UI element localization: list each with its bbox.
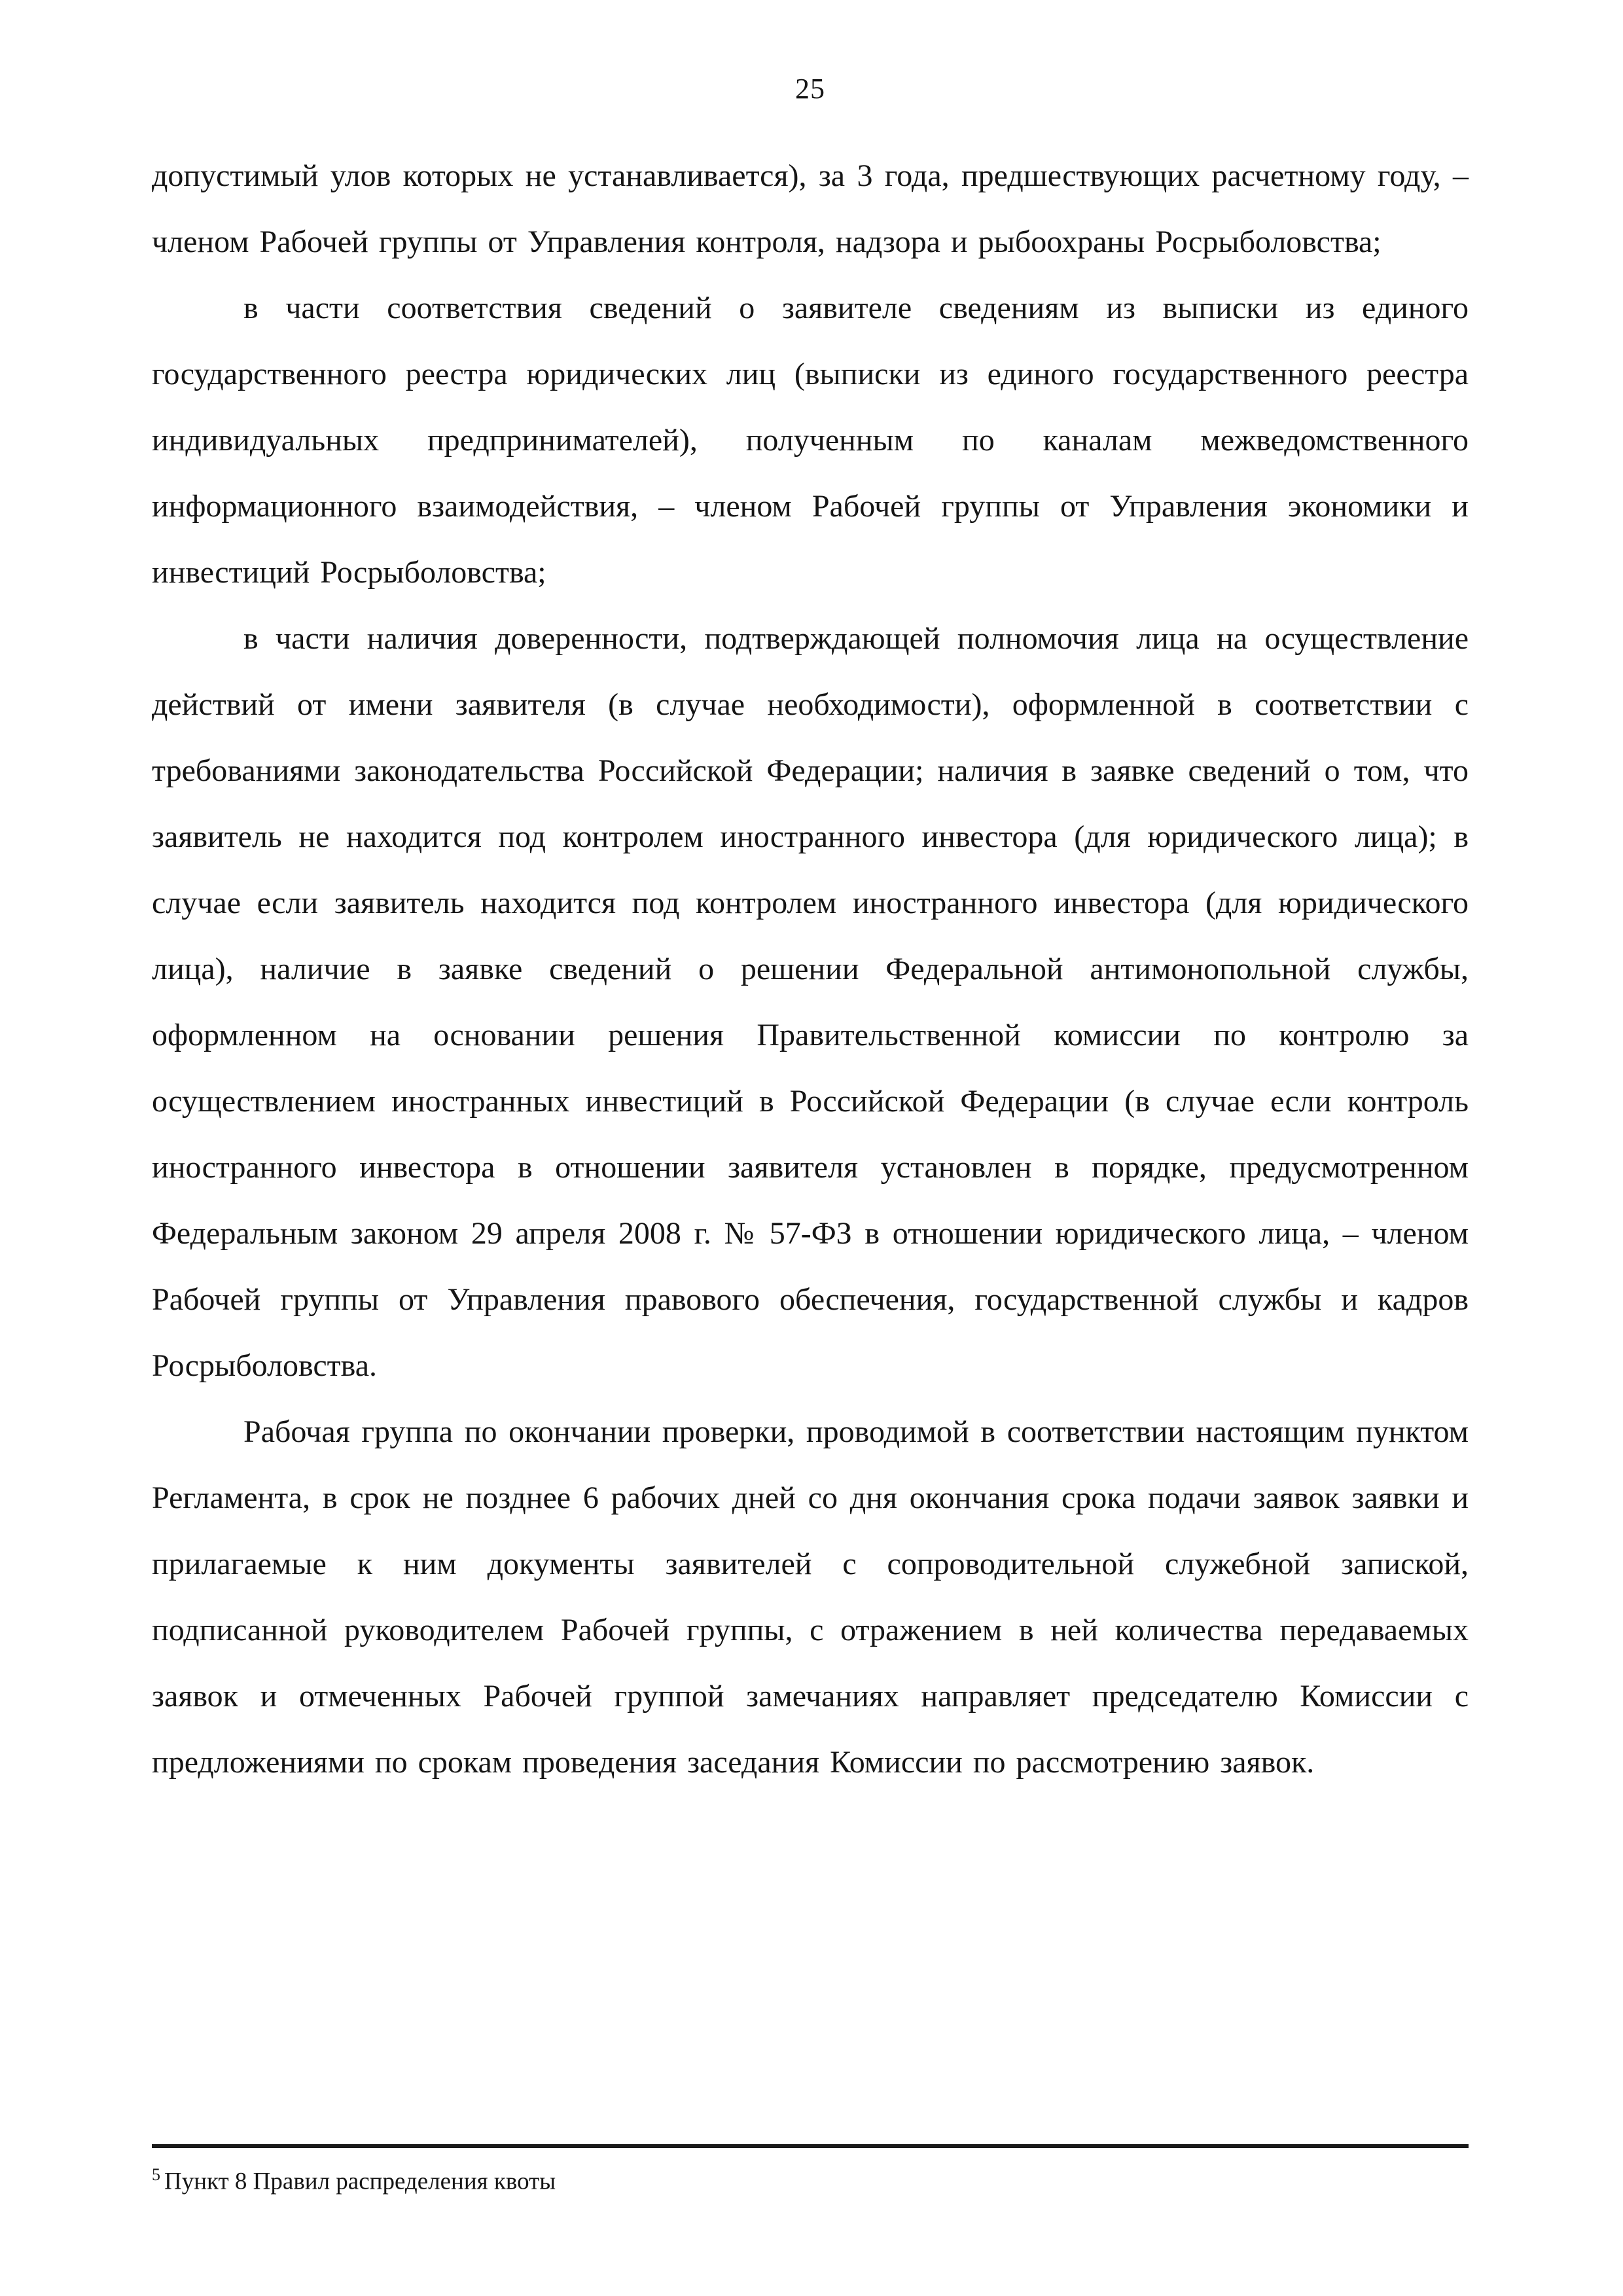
paragraph: в части соответствия сведений о заявителе сведениям из выписки из единого государственного реестра юридических лиц (выписки из единого государственного реестра индивидуальных предпринимателей), полученным по каналам межведомственного информационного взаимодействия, – членом Рабочей группы от Управления экономики и инвестиций Росрыболовства; bbox=[152, 291, 1469, 590]
footnote bbox=[152, 2159, 1469, 2198]
page-number: 25 bbox=[795, 73, 825, 105]
paragraph: в части наличия доверенности, подтверждающей полномочия лица на осуществление действий от имени заявителя (в случае необходимости), оформленной в соответствии с требованиями законодательства Российской Федерации; наличия в заявке сведений о том, что заявитель не находится под контролем иностранного инвестора (для юридического лица); в случае если заявитель находится под контролем иностранного инвестора (для юридического лица), наличие в заявке сведений о решении Федеральной антимонопольной службы, оформленном на основании решения Правительственной комиссии по контролю за осуществлением иностранных инвестиций в Российской Федерации (в случае если контроль иностранного инвестора в отношении заявителя установлен в порядке, предусмотренном Федеральным законом 29 апреля 2008 г. № 57-ФЗ в отношении юридического лица, – членом Рабочей группы от Управления правового обеспечения, государственной службы и кадров Росрыболовства. bbox=[152, 621, 1469, 1383]
footnote-area bbox=[152, 2144, 1469, 2198]
paragraph: допустимый улов которых не устанавливается), за 3 года, предшествующих расчетному году, – членом Рабочей группы от Управления контроля, надзора и рыбоохраны Росрыболовства; bbox=[152, 158, 1469, 259]
paragraph: Рабочая группа по окончании проверки, проводимой в соответствии настоящим пунктом Регламента, в срок не позднее 6 рабочих дней со дня окончания срока подачи заявок заявки и прилагаемые к ним документы заявителей с сопроводительной служебной запиской, подписанной руководителем Рабочей группы, с отражением в ней количества передаваемых заявок и отмеченных Рабочей группой замечаниях направляет председателю Комиссии с предложениями по срокам проведения заседания Комиссии по рассмотрению заявок. bbox=[152, 1414, 1469, 1780]
footnote-separator bbox=[152, 2144, 1469, 2148]
footnote-marker: 5 bbox=[152, 2164, 160, 2184]
footnote-text: Пункт 8 Правил распределения квоты bbox=[164, 2168, 556, 2195]
document-body bbox=[152, 143, 1469, 1795]
